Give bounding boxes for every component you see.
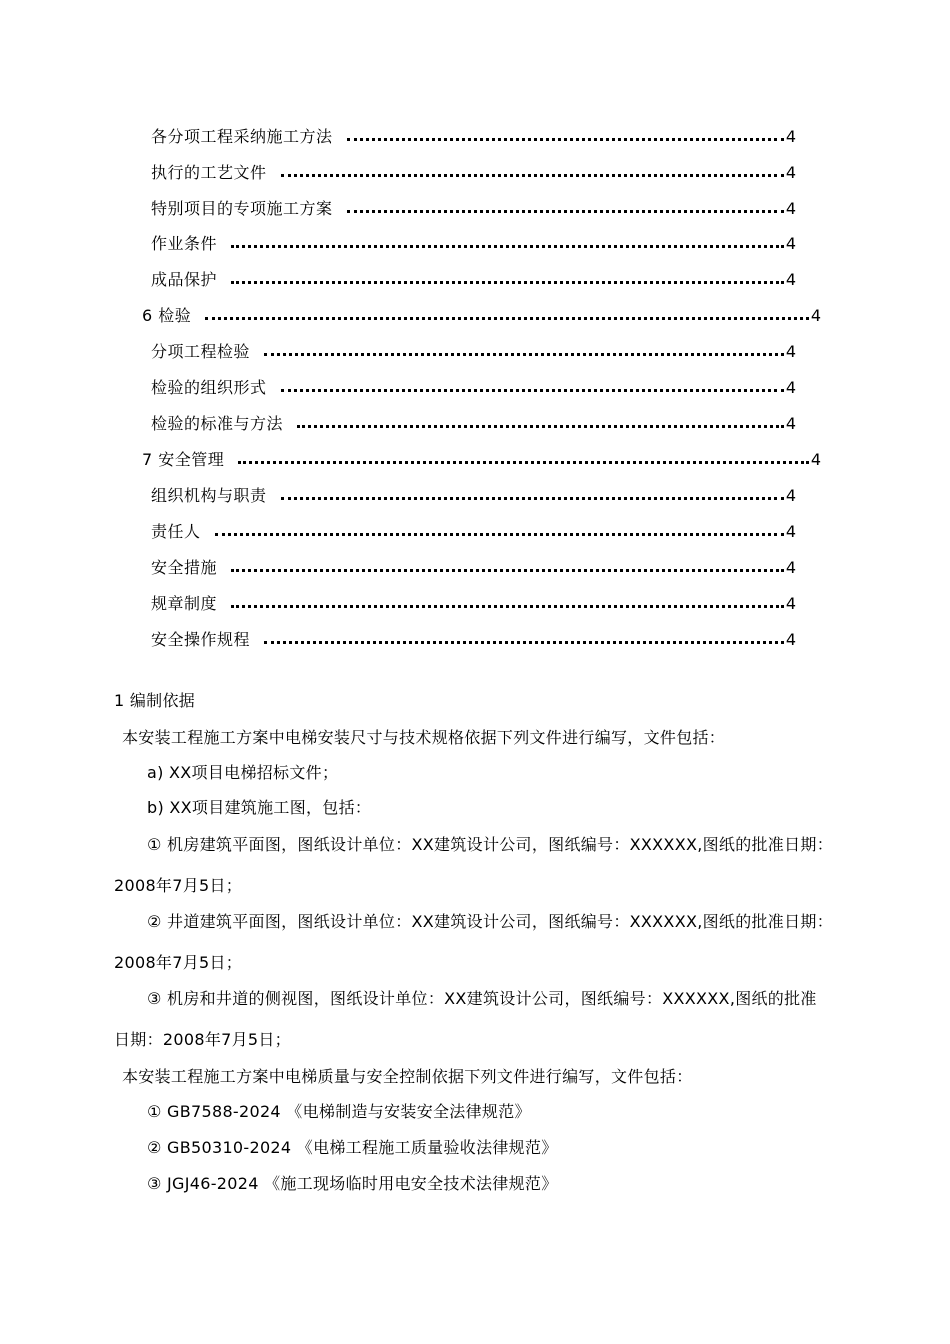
toc-leader [281,389,784,392]
standard-item-2: ② GB50310-2024 《电梯工程施工质量验收法律规范》 [147,1138,558,1157]
drawing-item-2: ② 井道建筑平面图，图纸设计单位：XX建筑设计公司，图纸编号：XXXXXX,图纸的批准日期： [147,912,834,931]
toc-entry-page: 4 [785,199,796,218]
toc-entry-title: 成品保护 [151,270,218,289]
toc-entry-page: 4 [785,342,796,361]
toc-entry[interactable] [151,162,796,184]
toc-entry-page: 4 [785,522,796,541]
toc-entry-title: 各分项工程采纳施工方法 [151,127,333,146]
toc-entry[interactable] [151,269,796,291]
drawing-item-1: ① 机房建筑平面图，图纸设计单位：XX建筑设计公司，图纸编号：XXXXXX,图纸的批准日期： [147,835,834,854]
toc-entry-title: 规章制度 [151,594,218,613]
standard-item-3: ③ JGJ46-2024 《施工现场临时用电安全技术法律规范》 [147,1174,558,1193]
section-heading: 1 编制依据 [114,691,196,710]
toc-leader [231,605,784,608]
standard-item-1: ① GB7588-2024 《电梯制造与安装安全法律规范》 [147,1102,531,1121]
toc-leader [231,245,784,248]
toc-entry-title: 分项工程检验 [151,342,251,361]
toc-leader [347,138,784,141]
toc-entry[interactable] [151,126,796,148]
toc-leader [281,497,784,500]
toc-entry-page: 4 [785,630,796,649]
paragraph-intro-dimensions: 本安装工程施工方案中电梯安装尺寸与技术规格依据下列文件进行编写，文件包括： [122,728,726,747]
toc-entry[interactable] [151,377,796,399]
toc-leader [231,281,784,284]
toc-entry[interactable] [151,557,796,579]
toc-entry-title: 安全操作规程 [151,630,251,649]
toc-entry[interactable] [151,629,796,651]
toc-entry[interactable] [151,593,796,615]
toc-entry-title: 责任人 [151,522,201,541]
toc-entry[interactable] [151,413,796,435]
toc-entry-page: 4 [810,450,821,469]
toc-entry-title: 作业条件 [151,234,218,253]
toc-leader [264,353,784,356]
toc-entry-page: 4 [785,558,796,577]
toc-leader [281,174,784,177]
toc-leader [205,317,809,320]
toc-entry-title: 检验的标准与方法 [151,414,284,433]
toc-chapter-entry[interactable] [142,305,821,327]
drawing-item-3-cont: 日期：2008年7月5日； [114,1030,291,1049]
toc-entry[interactable] [151,485,796,507]
toc-entry[interactable] [151,341,796,363]
drawing-item-2-cont: 2008年7月5日； [114,953,243,972]
toc-entry-page: 4 [785,594,796,613]
drawing-item-1-cont: 2008年7月5日； [114,876,243,895]
toc-entry-page: 4 [810,306,821,325]
drawing-item-3: ③ 机房和井道的侧视图，图纸设计单位：XX建筑设计公司，图纸编号：XXXXXX,图纸的批准 [147,989,817,1008]
list-item-b: b) XX项目建筑施工图，包括： [147,798,372,817]
toc-leader [347,210,784,213]
toc-leader [215,533,784,536]
toc-entry-title: 7 安全管理 [142,450,225,469]
toc-entry-page: 4 [785,127,796,146]
toc-entry-page: 4 [785,378,796,397]
toc-chapter-entry[interactable] [142,449,821,471]
toc-entry-page: 4 [785,486,796,505]
toc-entry-page: 4 [785,270,796,289]
toc-entry-title: 6 检验 [142,306,192,325]
paragraph-intro-quality: 本安装工程施工方案中电梯质量与安全控制依据下列文件进行编写，文件包括： [122,1067,693,1086]
toc-entry[interactable] [151,521,796,543]
toc-leader [238,461,809,464]
toc-entry-title: 执行的工艺文件 [151,163,267,182]
toc-entry-title: 安全措施 [151,558,218,577]
toc-leader [231,569,784,572]
toc-entry[interactable] [151,198,796,220]
toc-entry-page: 4 [785,414,796,433]
toc-leader [264,641,784,644]
toc-entry-page: 4 [785,234,796,253]
toc-entry-page: 4 [785,163,796,182]
list-item-a: a) XX项目电梯招标文件； [147,763,339,782]
toc-leader [297,425,784,428]
toc-entry-title: 检验的组织形式 [151,378,267,397]
toc-entry-title: 组织机构与职责 [151,486,267,505]
toc-entry[interactable] [151,233,796,255]
toc-entry-title: 特别项目的专项施工方案 [151,199,333,218]
